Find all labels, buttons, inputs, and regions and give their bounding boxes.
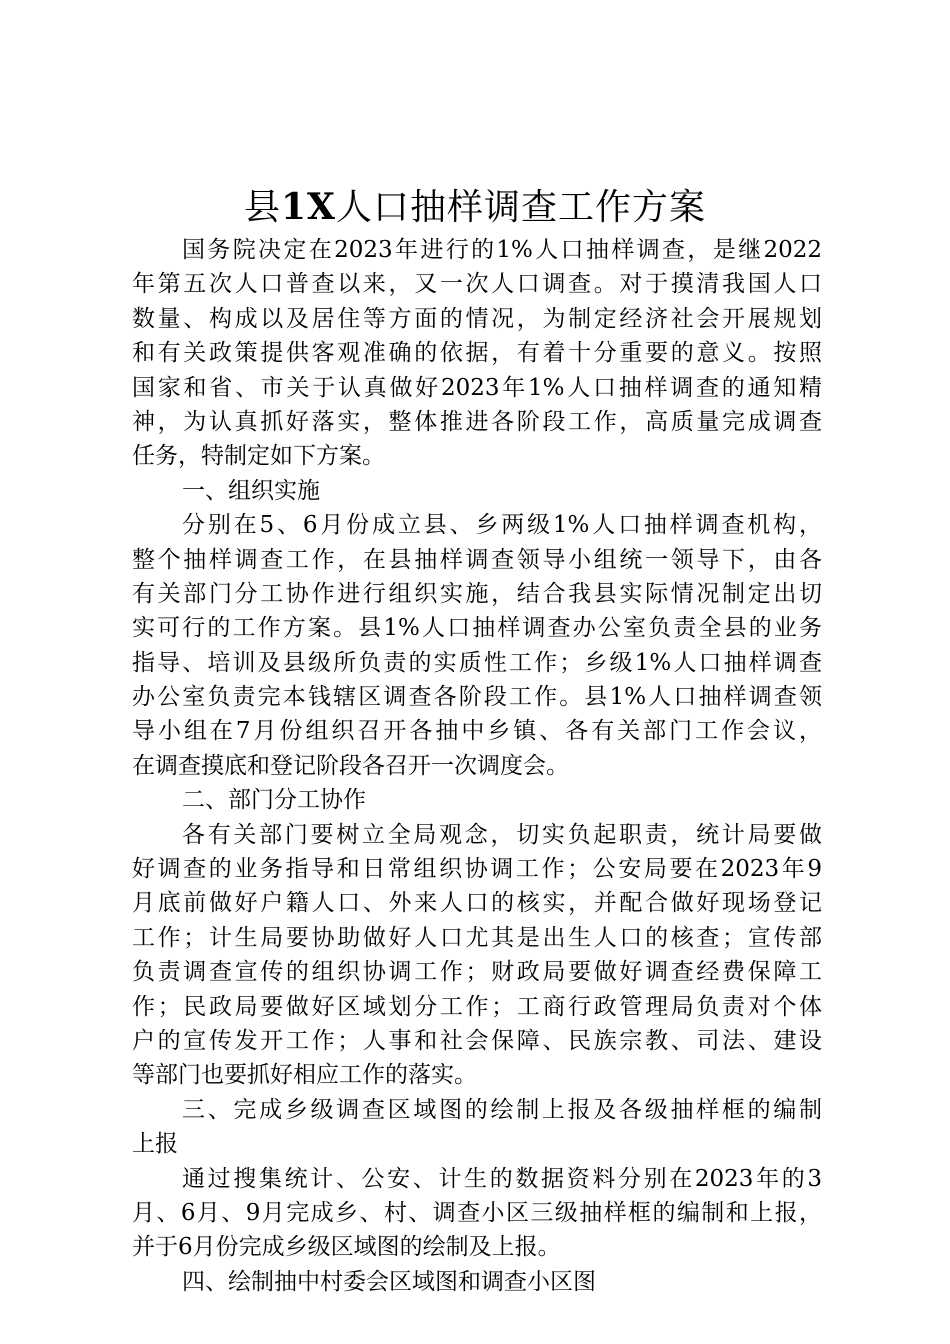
text-line: 整个抽样调查工作，在县抽样调查领导小组统一领导下，由各 <box>132 546 822 573</box>
text-line: 各有关部门要树立全局观念，切实负起职责，统计局要做 <box>182 821 822 848</box>
text-line: 三、完成乡级调查区域图的绘制上报及各级抽样框的编制 <box>182 1096 822 1123</box>
text-line: 等部门也要抓好相应工作的落实。 <box>132 1062 477 1089</box>
text-line: 神，为认真抓好落实，整体推进各阶段工作，高质量完成调查 <box>132 408 822 435</box>
text-line: 并于6月份完成乡级区域图的绘制及上报。 <box>132 1234 561 1261</box>
text-line: 在调查摸底和登记阶段各召开一次调度会。 <box>132 752 569 779</box>
text-line: 四、绘制抽中村委会区域图和调查小区图 <box>182 1268 596 1295</box>
text-line: 数量、构成以及居住等方面的情况，为制定经济社会开展规划 <box>132 305 822 332</box>
text-line: 一、组织实施 <box>182 477 320 504</box>
text-line: 指导、培训及县级所负责的实质性工作；乡级1%人口抽样调查 <box>132 649 822 676</box>
text-line: 有关部门分工协作进行组织实施，结合我县实际情况制定出切 <box>132 580 822 607</box>
text-line: 好调查的业务指导和日常组织协调工作；公安局要在2023年9 <box>132 856 822 883</box>
text-line: 作；民政局要做好区域划分工作；工商行政管理局负责对个体 <box>132 993 822 1020</box>
title-bold-number: 1X <box>281 186 336 228</box>
document-body <box>132 233 822 1299</box>
text-line: 上报 <box>132 1131 178 1158</box>
text-line: 负责调查宣传的组织协调工作；财政局要做好调查经费保障工 <box>132 959 822 986</box>
text-line: 工作；计生局要协助做好人口尤其是出生人口的核查；宣传部 <box>132 924 822 951</box>
text-line: 实可行的工作方案。县1%人口抽样调查办公室负责全县的业务 <box>132 615 822 642</box>
text-line: 国务院决定在2023年进行的1%人口抽样调查，是继2022 <box>182 237 822 263</box>
text-line: 二、部门分工协作 <box>182 787 366 814</box>
text-line: 任务，特制定如下方案。 <box>132 443 385 470</box>
text-line: 和有关政策提供客观准确的依据，有着十分重要的意义。按照 <box>132 340 822 367</box>
text-line: 户的宣传发开工作；人事和社会保障、民族宗教、司法、建设 <box>132 1027 822 1054</box>
text-line: 通过搜集统计、公安、计生的数据资料分别在2023年的3 <box>182 1165 822 1192</box>
text-line: 国家和省、市关于认真做好2023年1%人口抽样调查的通知精 <box>132 374 822 401</box>
text-line: 分别在5、6月份成立县、乡两级1%人口抽样调查机构， <box>182 512 822 539</box>
document-title <box>0 183 950 232</box>
title-suffix: 人口抽样调查工作方案 <box>335 187 706 228</box>
title-prefix: 县 <box>243 187 281 228</box>
text-line: 导小组在7月份组织召开各抽中乡镇、各有关部门工作会议， <box>132 718 822 745</box>
text-line: 办公室负责完本钱辖区调查各阶段工作。县1%人口抽样调查领 <box>132 684 822 711</box>
text-line: 月、6月、9月完成乡、村、调查小区三级抽样框的编制和上报， <box>132 1199 822 1226</box>
text-line: 月底前做好户籍人口、外来人口的核实，并配合做好现场登记 <box>132 890 822 917</box>
text-line: 年第五次人口普查以来，又一次人口调查。对于摸清我国人口 <box>132 271 822 298</box>
